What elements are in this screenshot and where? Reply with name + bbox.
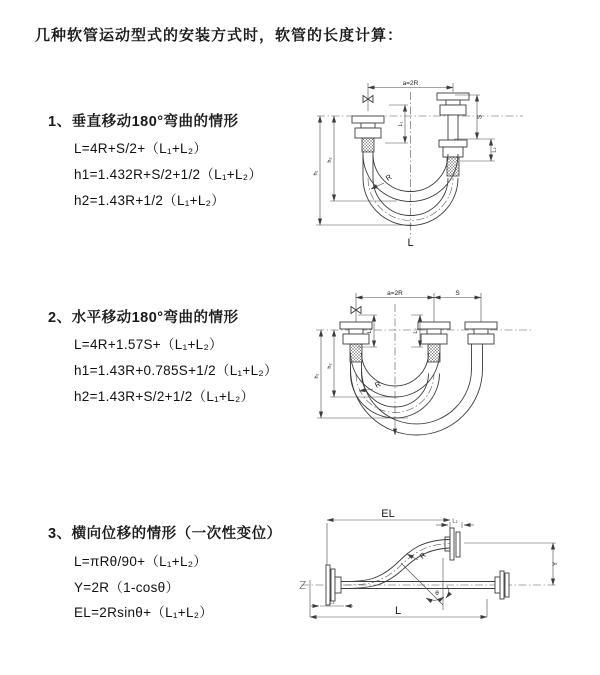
angle-construction-line <box>401 563 443 605</box>
radius-label: R <box>417 550 428 561</box>
formula-line: L=4R+1.57S+（L₁+L₂） <box>74 337 223 352</box>
length-label: L <box>394 605 402 617</box>
diagram-vertical-180-bend <box>305 78 530 253</box>
dim-label-a2r: a=2R <box>387 290 403 297</box>
dim-label-h2: h₂ <box>327 157 333 163</box>
length-label: L <box>407 237 414 249</box>
dim-label-h1: h₁ <box>313 170 319 176</box>
section-1-heading: 1、垂直移动180°弯曲的情形 <box>48 114 239 130</box>
middle-hose-fitting <box>418 322 450 362</box>
dim-label-l2: L₂ <box>491 147 498 153</box>
formula-line: h2=1.43R+S/2+1/2（L₁+L₂） <box>74 389 255 404</box>
dim-label-l1: L₁ <box>367 328 373 334</box>
braided-hose-section <box>362 138 374 152</box>
formula-line: h1=1.432R+S/2+1/2（L₁+L₂） <box>74 167 263 182</box>
diagram-lateral-displacement <box>298 498 593 643</box>
right-hose-fitting <box>465 322 497 344</box>
formula-line: L=4R+S/2+（L₁+L₂） <box>74 141 208 156</box>
section-2-heading: 2、水平移动180°弯曲的情形 <box>48 310 239 326</box>
formula-line: Y=2R（1-cosθ） <box>74 580 180 595</box>
formula-line: L=πRθ/90+（L₁+L₂） <box>74 554 208 569</box>
dim-label-y: Y <box>552 561 559 567</box>
formula-line: EL=2Rsinθ+（L₁+L₂） <box>74 605 214 620</box>
formula-line: h2=1.43R+1/2（L₁+L₂） <box>74 193 225 208</box>
left-hose-fitting <box>340 322 372 362</box>
angle-arc <box>426 597 444 600</box>
dim-label-el: EL <box>381 508 395 520</box>
diagram-horizontal-180-bend <box>308 286 538 451</box>
dim-label-l2: L₂ <box>452 518 458 525</box>
upper-flange-fitting <box>445 528 460 560</box>
dim-label-l2: L₂ <box>413 328 419 334</box>
dim-label-l1: L₁ <box>329 599 335 606</box>
braided-hose-section <box>428 344 440 362</box>
dim-label-s: S <box>476 114 484 120</box>
radius-leader-line <box>407 554 418 560</box>
angle-arc <box>446 586 449 598</box>
section-3-heading: 3、横向位移的情形（一次性变位） <box>48 526 282 542</box>
formula-line: h1=1.43R+0.785S+1/2（L₁+L₂） <box>74 363 278 378</box>
dim-label-a2r: a=2R <box>402 80 419 87</box>
dim-label-h2: h₂ <box>327 363 333 369</box>
left-hose-fitting <box>352 116 384 152</box>
extension-lines <box>385 105 408 143</box>
dim-label-s: S <box>455 290 460 297</box>
page-title: 几种软管运动型式的安装方式时，软管的长度计算： <box>35 27 404 44</box>
theta-label: θ <box>435 590 439 597</box>
dim-label-h1: h₁ <box>314 373 320 379</box>
right-hose-fitting <box>437 93 469 176</box>
radius-label: R <box>384 172 394 183</box>
dim-label-l1: L₁ <box>398 121 404 127</box>
radius-label: R <box>373 379 383 390</box>
right-flange-fitting <box>495 571 509 599</box>
braided-hose-section <box>447 157 459 176</box>
